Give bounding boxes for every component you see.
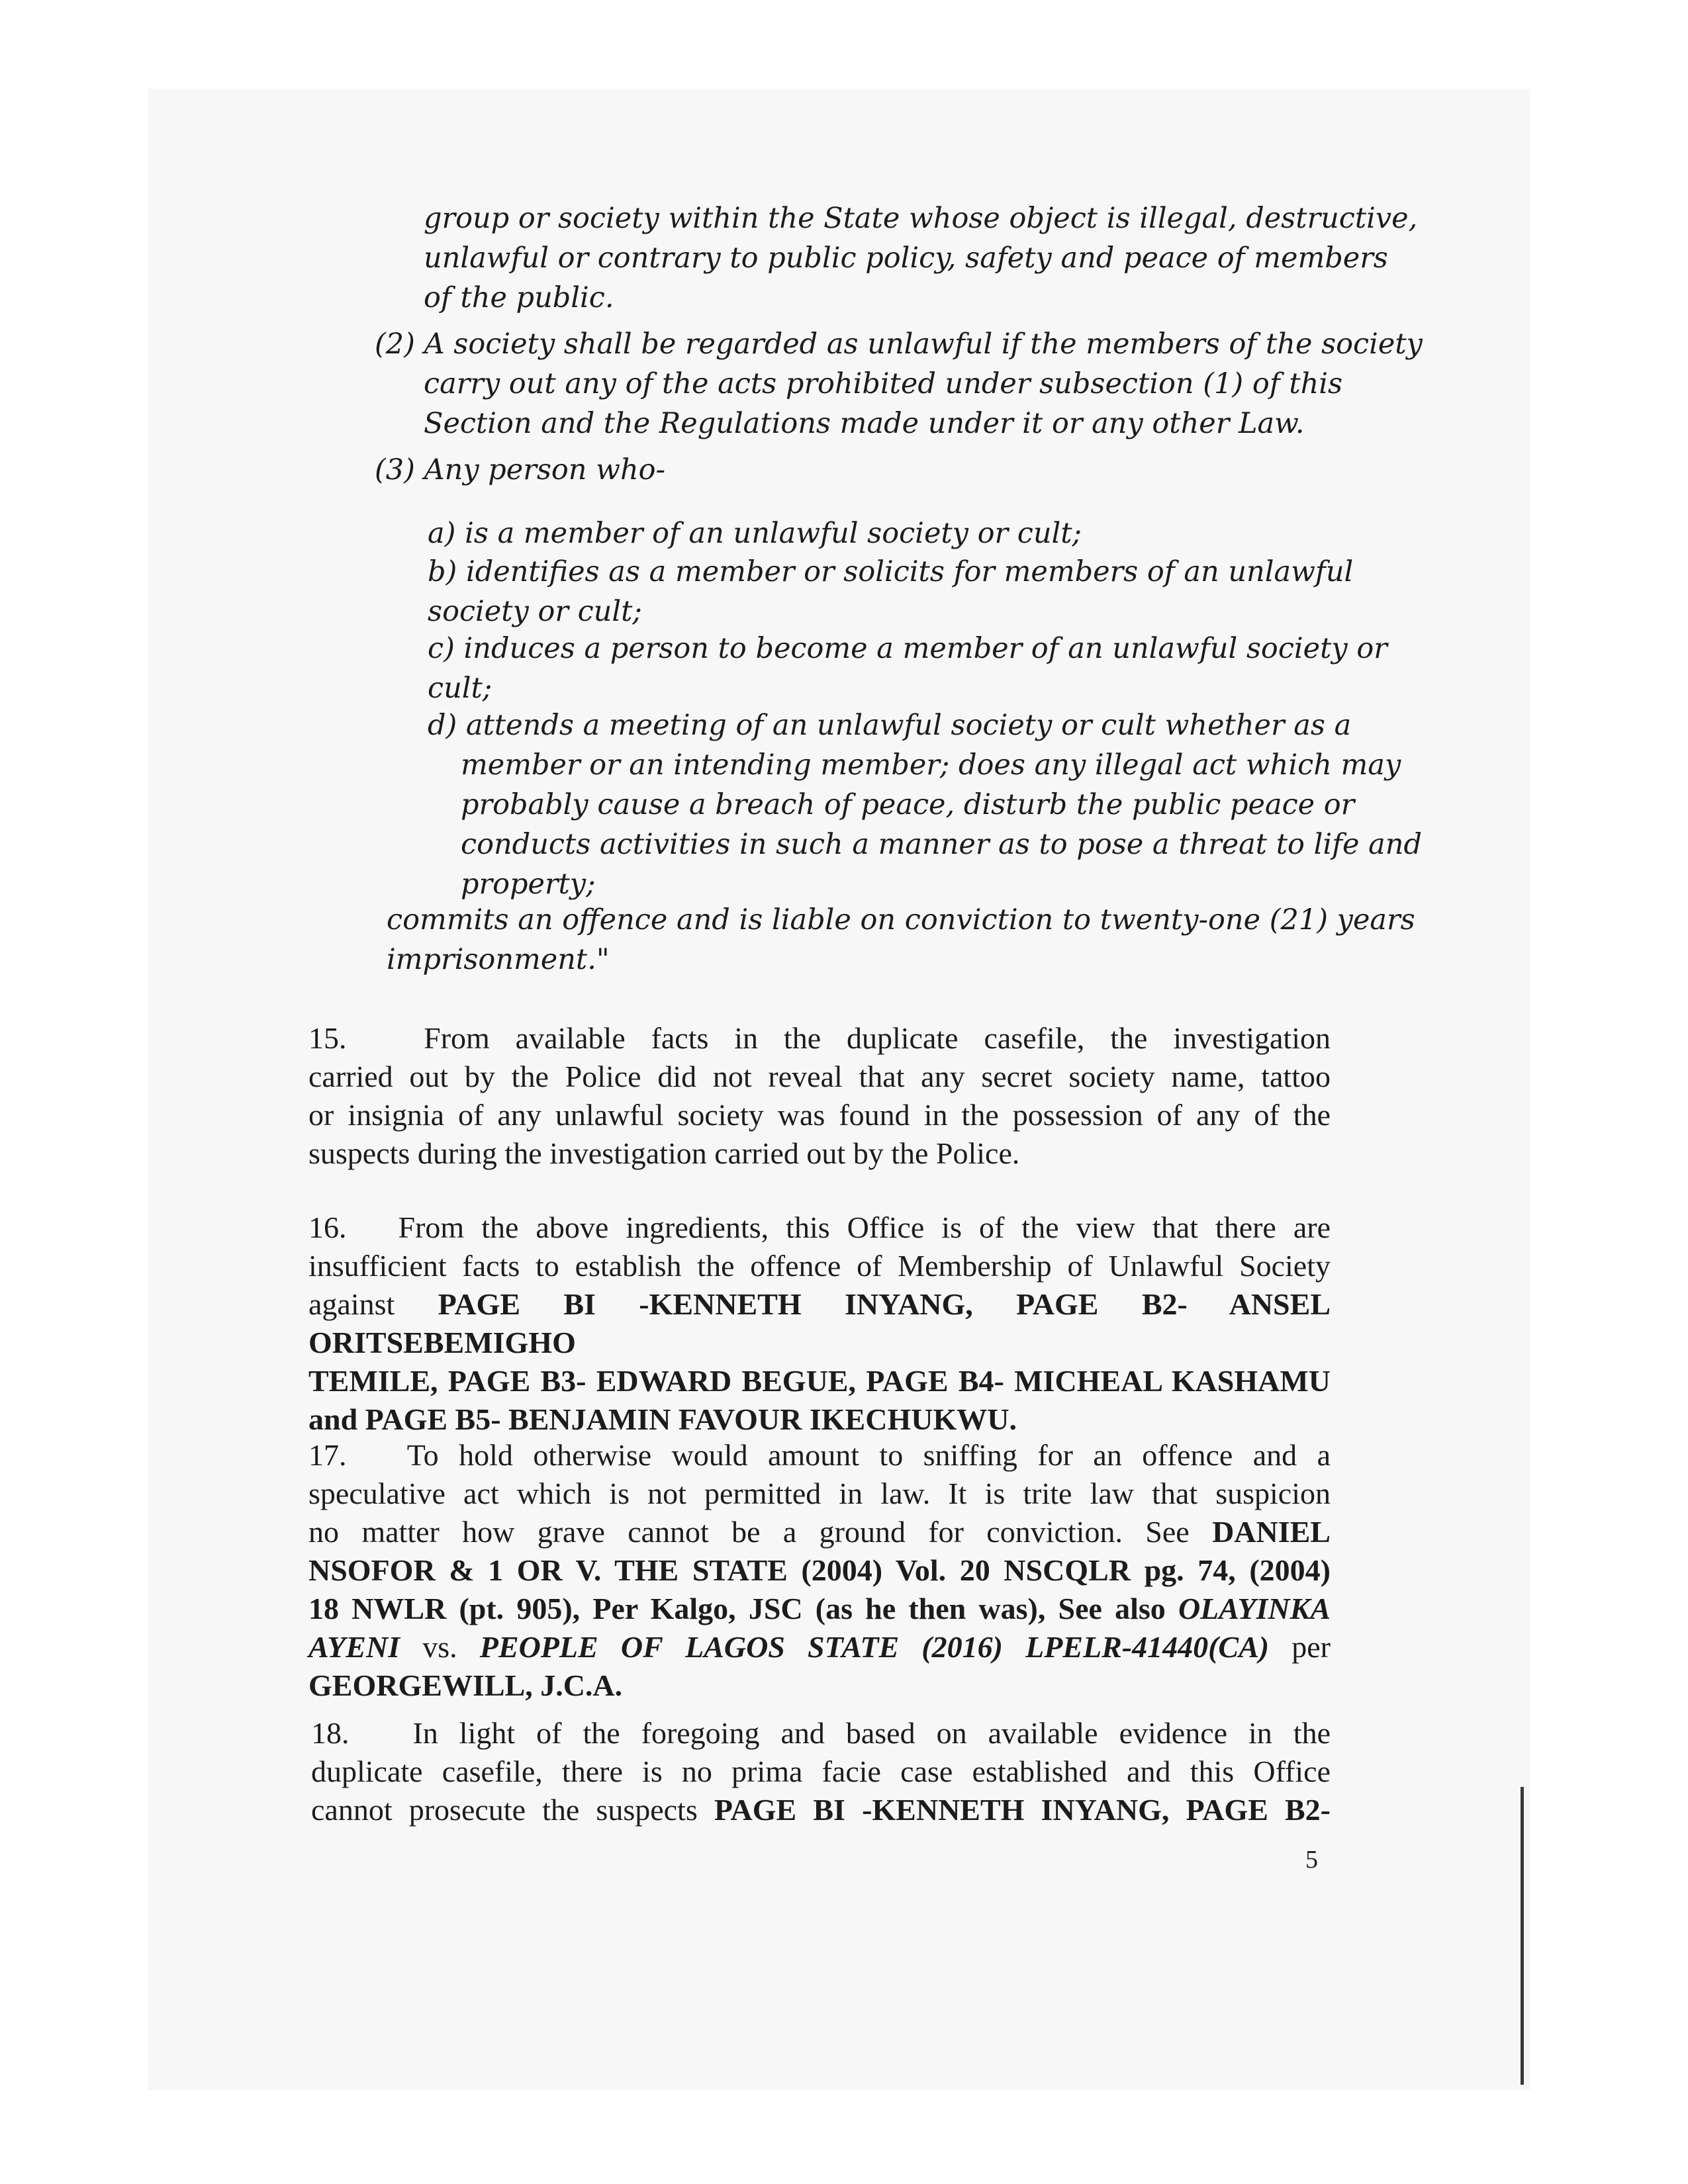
paragraph-line: suspects during the investigation carried out by the Police.: [308, 1136, 1020, 1170]
paragraph-line: 15. From available facts in the duplicate casefile, the investigation: [308, 1021, 1331, 1055]
paragraph-line: 18. In light of the foregoing and based on available evidence in the: [311, 1716, 1331, 1750]
paragraph-18: [311, 1714, 1331, 1829]
quote-line: probably cause a breach of peace, disturb the public peace or: [461, 788, 1355, 821]
paragraph-number: 15.: [308, 1021, 347, 1055]
quote-line: of the public.: [424, 281, 614, 314]
page-edge-mark: [1521, 1787, 1524, 2085]
suspect-names: PAGE BI -KENNETH INYANG, PAGE B2- ANSEL ORITSEBEMIGHO: [308, 1287, 1331, 1359]
paragraph-line: 16. From the above ingredients, this Office is of the view that there are: [308, 1210, 1331, 1244]
suspect-names: and PAGE B5- BENJAMIN FAVOUR IKECHUKWU.: [308, 1402, 1017, 1436]
subsection-3: (3) Any person who-: [375, 453, 666, 486]
paragraph-number: 16.: [308, 1210, 347, 1244]
quote-line: member or an intending member; does any illegal act which may: [461, 749, 1401, 782]
quote-line: unlawful or contrary to public policy, safety and peace of members: [424, 242, 1388, 275]
quote-line: (2) A society shall be regarded as unlawful if the members of the society: [375, 328, 1423, 361]
quote-line: cult;: [428, 672, 492, 705]
paragraph-line: 17. To hold otherwise would amount to sniffing for an offence and a: [308, 1438, 1331, 1472]
quote-line: d) attends a meeting of an unlawful society or cult whether as a: [428, 709, 1352, 742]
case-citation: 18 NWLR (pt. 905), Per Kalgo, JSC (as he then was), See also OLAYINKA: [308, 1592, 1331, 1625]
paragraph-line: duplicate casefile, there is no prima facie case established and this Office: [311, 1754, 1331, 1788]
quote-line: c) induces a person to become a member of an unlawful society or: [428, 632, 1387, 665]
suspect-names: PAGE BI -KENNETH INYANG, PAGE B2-: [714, 1793, 1331, 1827]
paragraph-line: against PAGE BI -KENNETH INYANG, PAGE B2- ANSEL ORITSEBEMIGHO: [308, 1287, 1331, 1359]
quote-line: group or society within the State whose object is illegal, destructive,: [424, 202, 1418, 235]
paragraph-15: [308, 1019, 1331, 1173]
paragraph-line: carried out by the Police did not reveal that any secret society name, tattoo: [308, 1060, 1331, 1093]
paragraph-number: 17.: [308, 1438, 347, 1472]
paragraph-17: [308, 1436, 1331, 1705]
quote-line: conducts activities in such a manner as to pose a threat to life and: [461, 828, 1422, 861]
paragraph-line: no matter how grave cannot be a ground for conviction. See DANIEL: [308, 1515, 1331, 1549]
quote-intro: [424, 199, 1418, 318]
case-citation: NSOFOR & 1 OR V. THE STATE (2004) Vol. 20 NSCQLR pg. 74, (2004): [308, 1553, 1331, 1587]
paragraph-16: [308, 1208, 1331, 1439]
quote-line: imprisonment.": [387, 943, 610, 976]
quote-line: commits an offence and is liable on conviction to twenty-one (21) years: [387, 903, 1415, 936]
paragraph-line: or insignia of any unlawful society was found in the possession of any of the: [308, 1098, 1331, 1132]
suspect-names: TEMILE, PAGE B3- EDWARD BEGUE, PAGE B4- MICHEAL KASHAMU: [308, 1364, 1331, 1398]
page-number: 5: [1305, 1846, 1318, 1874]
quote-line: society or cult;: [428, 595, 642, 628]
quote-line: b) identifies as a member or solicits for members of an unlawful: [428, 555, 1354, 588]
case-citation: AYENI vs. PEOPLE OF LAGOS STATE (2016) LPELR-41440(CA) per: [308, 1630, 1331, 1664]
item-c: [428, 629, 1387, 708]
case-citation: DANIEL: [1212, 1515, 1331, 1549]
item-a: a) is a member of an unlawful society or cult;: [428, 517, 1082, 550]
subsection-2: [375, 324, 1423, 443]
quote-line: property;: [461, 868, 596, 901]
quote-closing: [387, 900, 1415, 979]
case-citation: GEORGEWILL, J.C.A.: [308, 1668, 623, 1702]
paragraph-line: cannot prosecute the suspects PAGE BI -KENNETH INYANG, PAGE B2-: [311, 1793, 1331, 1827]
paragraph-line: speculative act which is not permitted in law. It is trite law that suspicion: [308, 1477, 1331, 1510]
quote-line: Section and the Regulations made under it or any other Law.: [424, 407, 1305, 440]
quote-line: carry out any of the acts prohibited under subsection (1) of this: [424, 367, 1343, 400]
item-d: [428, 705, 1422, 904]
paragraph-number: 18.: [311, 1716, 350, 1750]
item-b: [428, 552, 1354, 631]
paragraph-line: insufficient facts to establish the offence of Membership of Unlawful Society: [308, 1249, 1331, 1283]
